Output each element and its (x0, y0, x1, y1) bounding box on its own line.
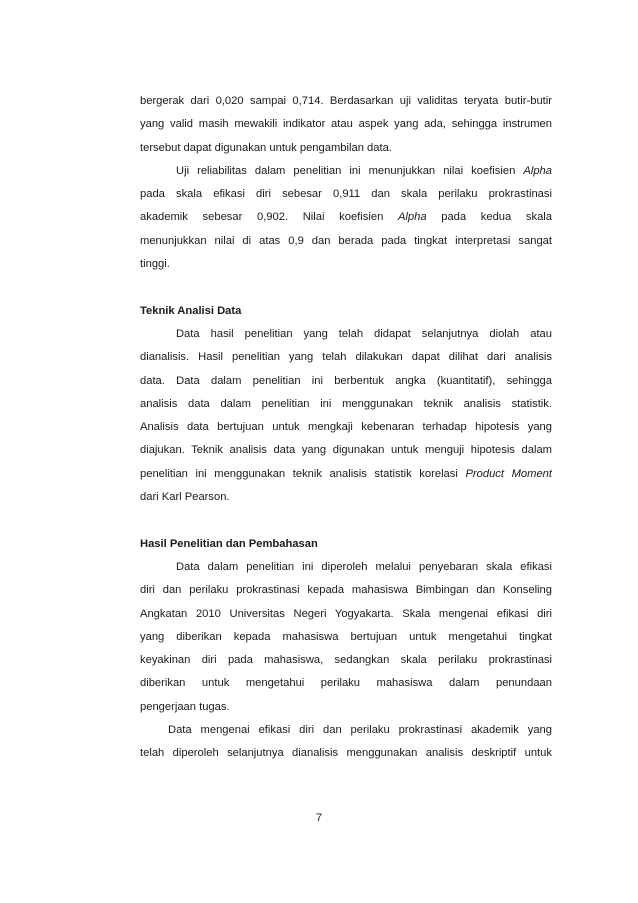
text-line: diajukan. Teknik analisis data yang digunakan untuk menguji hipotesis dalam (140, 444, 552, 457)
body-text (140, 90, 552, 766)
text-line: Data dalam penelitian ini diperoleh melalui penyebaran skala efikasi (176, 560, 552, 573)
text-line: menunjukkan nilai di atas 0,9 dan berada pada tingkat interpretasi sangat (140, 234, 552, 247)
text-line: pengerjaan tugas. (140, 700, 230, 713)
paragraph-validity (140, 90, 552, 160)
text-line: telah diperoleh selanjutnya dianalisis menggunakan analisis deskriptif untuk (140, 747, 552, 760)
text-line (140, 206, 552, 229)
italic-term: Alpha (523, 164, 552, 177)
paragraph-reliability (140, 160, 552, 276)
text-line: bergerak dari 0,020 sampai 0,714. Berdasarkan uji validitas teryata butir-butir (140, 95, 552, 107)
text-segment: penelitian ini menggunakan teknik analisis statistik korelasi (140, 467, 458, 480)
text-line: yang valid masih mewakili indikator atau aspek yang ada, sehingga instrumen (140, 118, 552, 131)
text-line: tinggi. (140, 258, 170, 271)
text-line: Analisis data bertujuan untuk mengkaji kebenaran terhadap hipotesis yang (140, 421, 552, 434)
text-line: dianalisis. Hasil penelitian yang telah dilakukan dapat dilihat dari analisis (140, 351, 552, 364)
paragraph-analysis (140, 323, 552, 509)
paragraph-results (140, 556, 552, 719)
paragraph-descriptive (140, 719, 552, 766)
text-line (140, 463, 552, 486)
italic-term: Alpha (397, 211, 427, 224)
text-line: Data mengenai efikasi diri dan perilaku prokrastinasi akademik yang (168, 724, 552, 737)
section-heading: Hasil Penelitian dan Pembahasan (140, 537, 318, 550)
page-number: 7 (315, 812, 323, 824)
text-line: yang diberikan kepada mahasiswa bertujuan untuk mengetahui tingkat (140, 630, 552, 643)
text-line: diri dan perilaku prokrastinasi kepada mahasiswa Bimbingan dan Konseling (140, 584, 552, 597)
text-line: tersebut dapat digunakan untuk pengambilan data. (140, 141, 392, 154)
text-line: diberikan untuk mengetahui perilaku mahasiswa dalam penundaan (140, 677, 552, 690)
text-line: data. Data dalam penelitian ini berbentuk angka (kuantitatif), sehingga (140, 374, 552, 387)
italic-term: Product Moment (465, 467, 552, 480)
text-line: Angkatan 2010 Universitas Negeri Yogyakarta. Skala mengenai efikasi diri (140, 607, 552, 620)
text-segment: Uji reliabilitas dalam penelitian ini menunjukkan nilai koefisien (176, 164, 516, 177)
section-heading: Teknik Analisi Data (140, 304, 242, 317)
text-line: analisis data dalam penelitian ini menggunakan teknik analisis statistik. (140, 397, 552, 410)
text-line: Data hasil penelitian yang telah didapat selanjutnya diolah atau (176, 327, 552, 340)
text-line: pada skala efikasi diri sebesar 0,911 dan skala perilaku prokrastinasi (140, 188, 552, 201)
text-segment: pada kedua skala (441, 211, 552, 224)
text-line (140, 160, 552, 183)
text-segment: akademik sebesar 0,902. Nilai koefisien (140, 211, 384, 224)
text-line: dari Karl Pearson. (140, 491, 230, 504)
text-line: keyakinan diri pada mahasiswa, sedangkan skala perilaku prokrastinasi (140, 654, 552, 667)
